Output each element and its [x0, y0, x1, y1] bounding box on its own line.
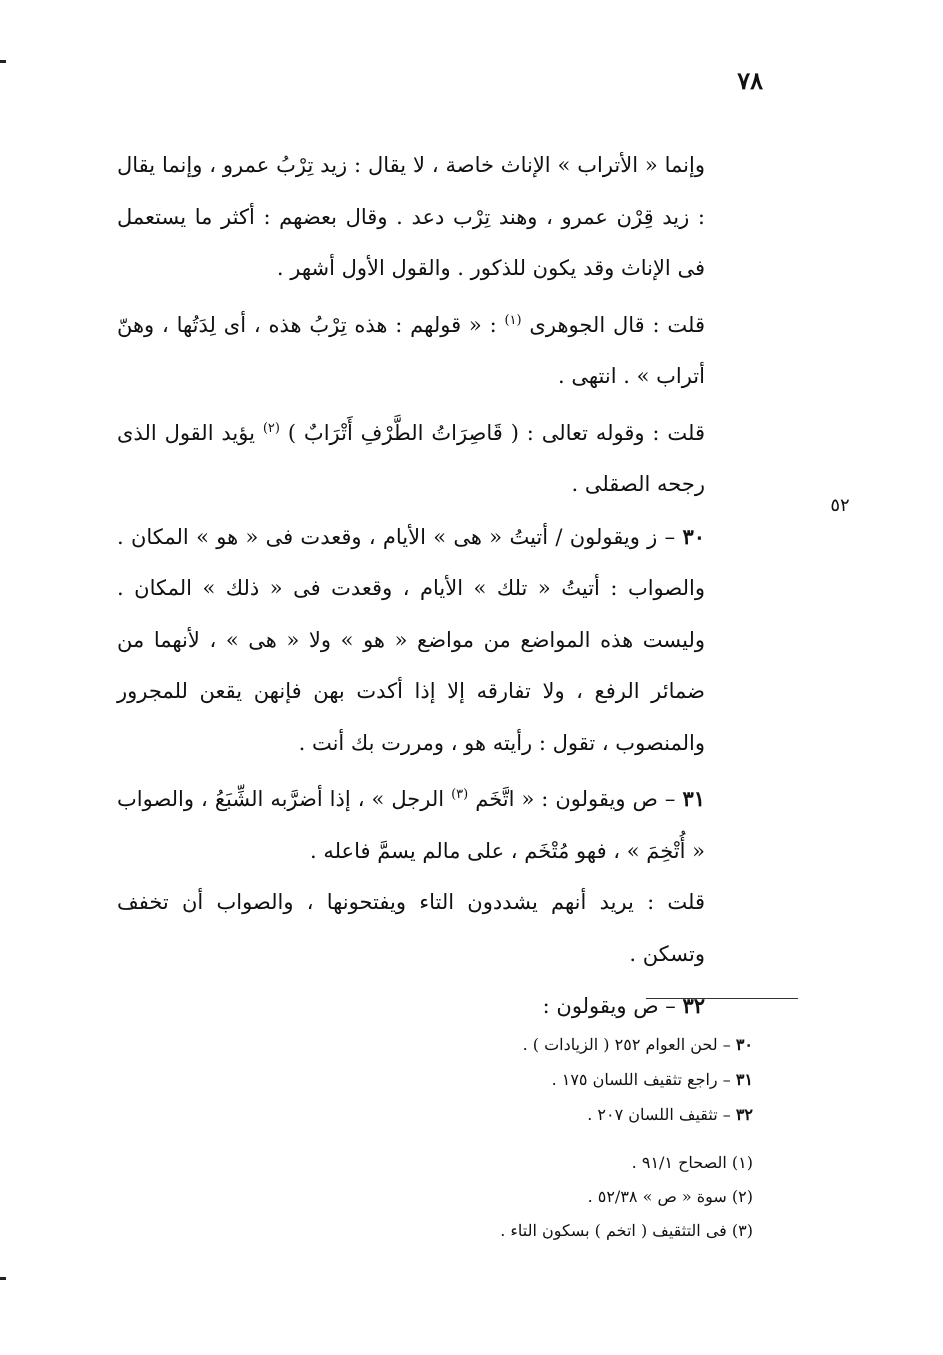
footnote-number: ٣١	[735, 1070, 753, 1089]
footnote-divider	[646, 998, 798, 999]
paragraph	[117, 295, 705, 403]
entry-text: الرجل » ، إذا أضرَّبه الشِّبَعُ ، والصواب « أُتْخِمَ » ، فهو مُتْخَم ، على مالم يسمَّ فاعله .	[117, 787, 705, 863]
scan-edge-mark	[0, 1277, 6, 1280]
margin-reference: ٥٢	[830, 495, 850, 516]
entry-number: ٣١	[682, 786, 705, 811]
footnote-number: ٣٠	[735, 1035, 753, 1054]
paragraph-text: وإنما « الأتراب » الإناث خاصة ، لا يقال : زيد تِرْبُ عمرو ، وإنما يقال : زيد قِرْن عمرو ، وهند تِرْب دعد . وقال بعضهم : أكثر ما يستعمل فى الإناث وقد يكون للذكور . والقول الأول أشهر .	[117, 153, 705, 280]
paragraph-text: قلت : يريد أنهم يشددون التاء ويفتحونها ، والصواب أن تخفف وتسكن .	[117, 890, 705, 966]
main-text	[117, 140, 705, 1033]
numbered-footnotes	[253, 1146, 753, 1248]
paragraph	[117, 403, 705, 511]
entry-text: – ز ويقولون / أتيتُ « هى » الأيام ، وقعدت فى « هو » المكان . والصواب : أتيتُ « تلك » الأيام ، وقعدت فى « ذلك » المكان . وليست هذه المواضع من مواضع « هو » ولا « هى » ، لأنهما من ضمائر الرفع ، ولا تفارقه إلا إذا أكدت بهن فإنهن يقعن للمجرور والمنصوب ، تقول : رأيته هو ، ومررت بك أنت .	[117, 524, 705, 755]
source-footnote	[253, 1097, 753, 1132]
footnote: (٣) فى التثقيف ( اتخم ) بسكون التاء .	[500, 1221, 753, 1240]
footnote-marker: (١)	[504, 312, 522, 328]
entry-number: ٣٢	[682, 993, 705, 1018]
entry-text: – ص ويقولون :	[542, 994, 683, 1018]
paragraph-text: قلت : قال الجوهرى	[521, 312, 705, 337]
scan-edge-mark	[0, 60, 6, 63]
paragraph	[117, 877, 705, 980]
source-footnotes	[253, 1027, 753, 1132]
entry-30	[117, 511, 705, 770]
paragraph-text: قلت : وقوله تعالى : ( قَاصِرَاتُ الطَّرْفِ أَتْرَابٌ )	[279, 420, 705, 445]
footnote-marker: (٣)	[451, 787, 469, 802]
footnote: (٢) سوة « ص » ٥٢/٣٨ .	[587, 1187, 753, 1206]
paragraph-text: يؤيد القول الذى رجحه الصقلى .	[117, 420, 705, 496]
paragraph	[117, 140, 705, 295]
footnote-text: – تثقيف اللسان ٢٠٧ .	[587, 1105, 736, 1124]
page-number: ٧٨	[737, 66, 763, 95]
footnote-number: ٣٢	[735, 1105, 753, 1124]
entry-32	[117, 980, 705, 1033]
footnote-marker: (٢)	[262, 420, 280, 436]
paragraph-text: : « قولهم : هذه تِرْبُ هذه ، أى لِدَتُها ، وهنّ أتراب » . انتهى .	[117, 312, 705, 388]
source-footnote	[253, 1062, 753, 1097]
entry-31	[117, 769, 705, 877]
entry-text: – ص ويقولون : « اتَّخَم	[468, 787, 683, 811]
source-footnote	[253, 1027, 753, 1062]
footnote-text: – راجع تثقيف اللسان ١٧٥ .	[551, 1070, 736, 1089]
entry-number: ٣٠	[682, 523, 705, 549]
footnote-text: – لحن العوام ٢٥٢ ( الزيادات ) .	[522, 1035, 736, 1054]
footnote: (١) الصحاح ٩١/١ .	[631, 1153, 753, 1172]
